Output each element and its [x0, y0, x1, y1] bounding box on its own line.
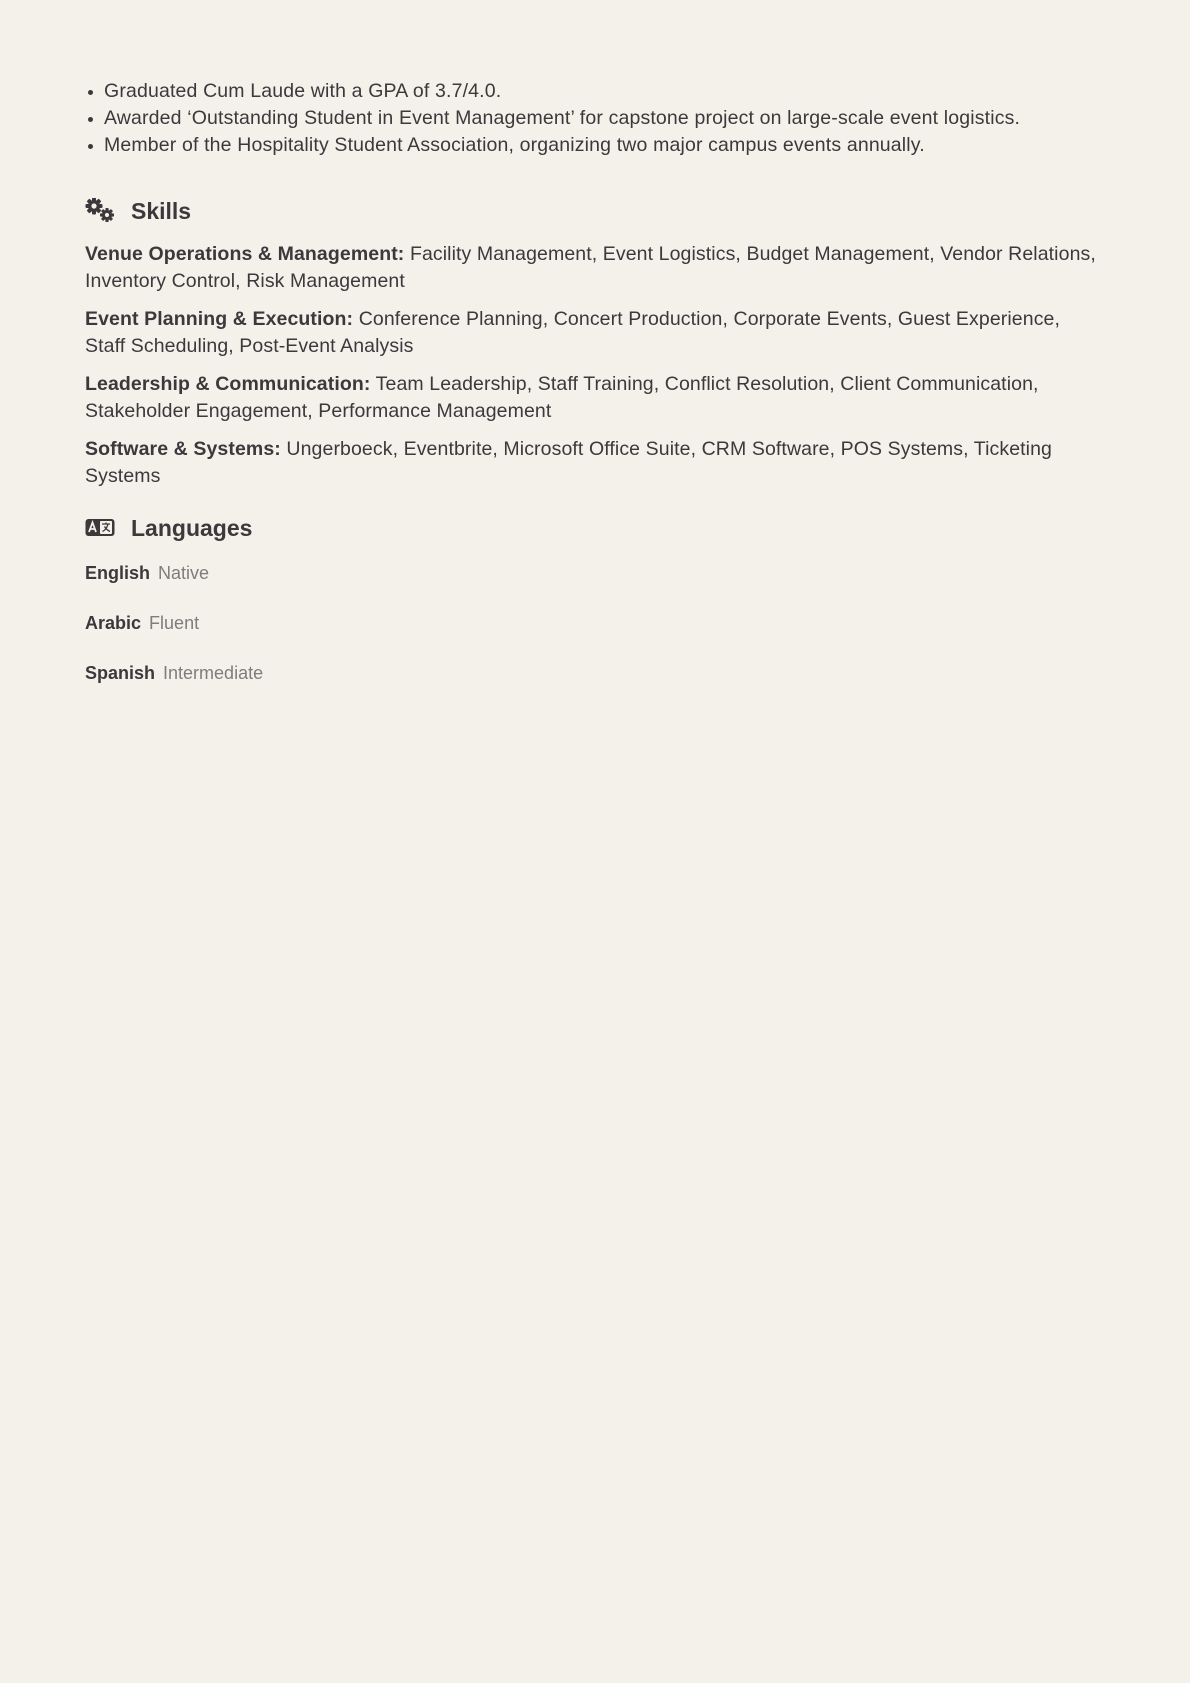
skill-row — [85, 306, 1105, 360]
gears-icon — [85, 196, 115, 226]
education-highlights — [85, 78, 1105, 159]
list-item: Member of the Hospitality Student Association, organizing two major campus events annually. — [104, 132, 1105, 159]
skill-row — [85, 371, 1105, 425]
language-row — [85, 610, 1105, 636]
skill-text: Facility Management, Event Logistics, Budget Management, Vendor Relations, Inventory Control, Risk Management — [85, 243, 1096, 292]
skills-header — [85, 193, 1105, 229]
language-icon — [85, 513, 115, 543]
list-item: Awarded ‘Outstanding Student in Event Management’ for capstone project on large-scale event logistics. — [104, 105, 1105, 132]
section-title: Skills — [131, 197, 192, 224]
list-item: Graduated Cum Laude with a GPA of 3.7/4.0. — [104, 78, 1105, 105]
languages-header — [85, 510, 1105, 546]
language-level: Intermediate — [163, 663, 264, 683]
language-level: Fluent — [149, 613, 200, 633]
skills-list — [85, 241, 1105, 490]
skill-text: Ungerboeck, Eventbrite, Microsoft Office Suite, CRM Software, POS Systems, Ticketing Systems — [85, 438, 1052, 487]
language-row — [85, 560, 1105, 586]
skill-category: Event Planning & Execution: — [85, 308, 354, 330]
language-name: Arabic — [85, 613, 142, 633]
languages-list — [85, 560, 1105, 686]
language-name: English — [85, 563, 151, 583]
skill-text: Conference Planning, Concert Production, Corporate Events, Guest Experience, Staff Scheduling, Post-Event Analysis — [85, 308, 1061, 357]
language-name: Spanish — [85, 663, 156, 683]
resume-page — [85, 78, 1105, 710]
skill-text: Team Leadership, Staff Training, Conflict Resolution, Client Communication, Stakeholder Engagement, Performance Management — [85, 373, 1039, 422]
skill-row — [85, 436, 1105, 490]
language-row — [85, 660, 1105, 686]
section-title: Languages — [131, 514, 253, 541]
skill-category: Leadership & Communication: — [85, 373, 371, 395]
skill-category: Software & Systems: — [85, 438, 281, 460]
skill-row — [85, 241, 1105, 295]
language-level: Native — [158, 563, 210, 583]
skill-category: Venue Operations & Management: — [85, 243, 405, 265]
